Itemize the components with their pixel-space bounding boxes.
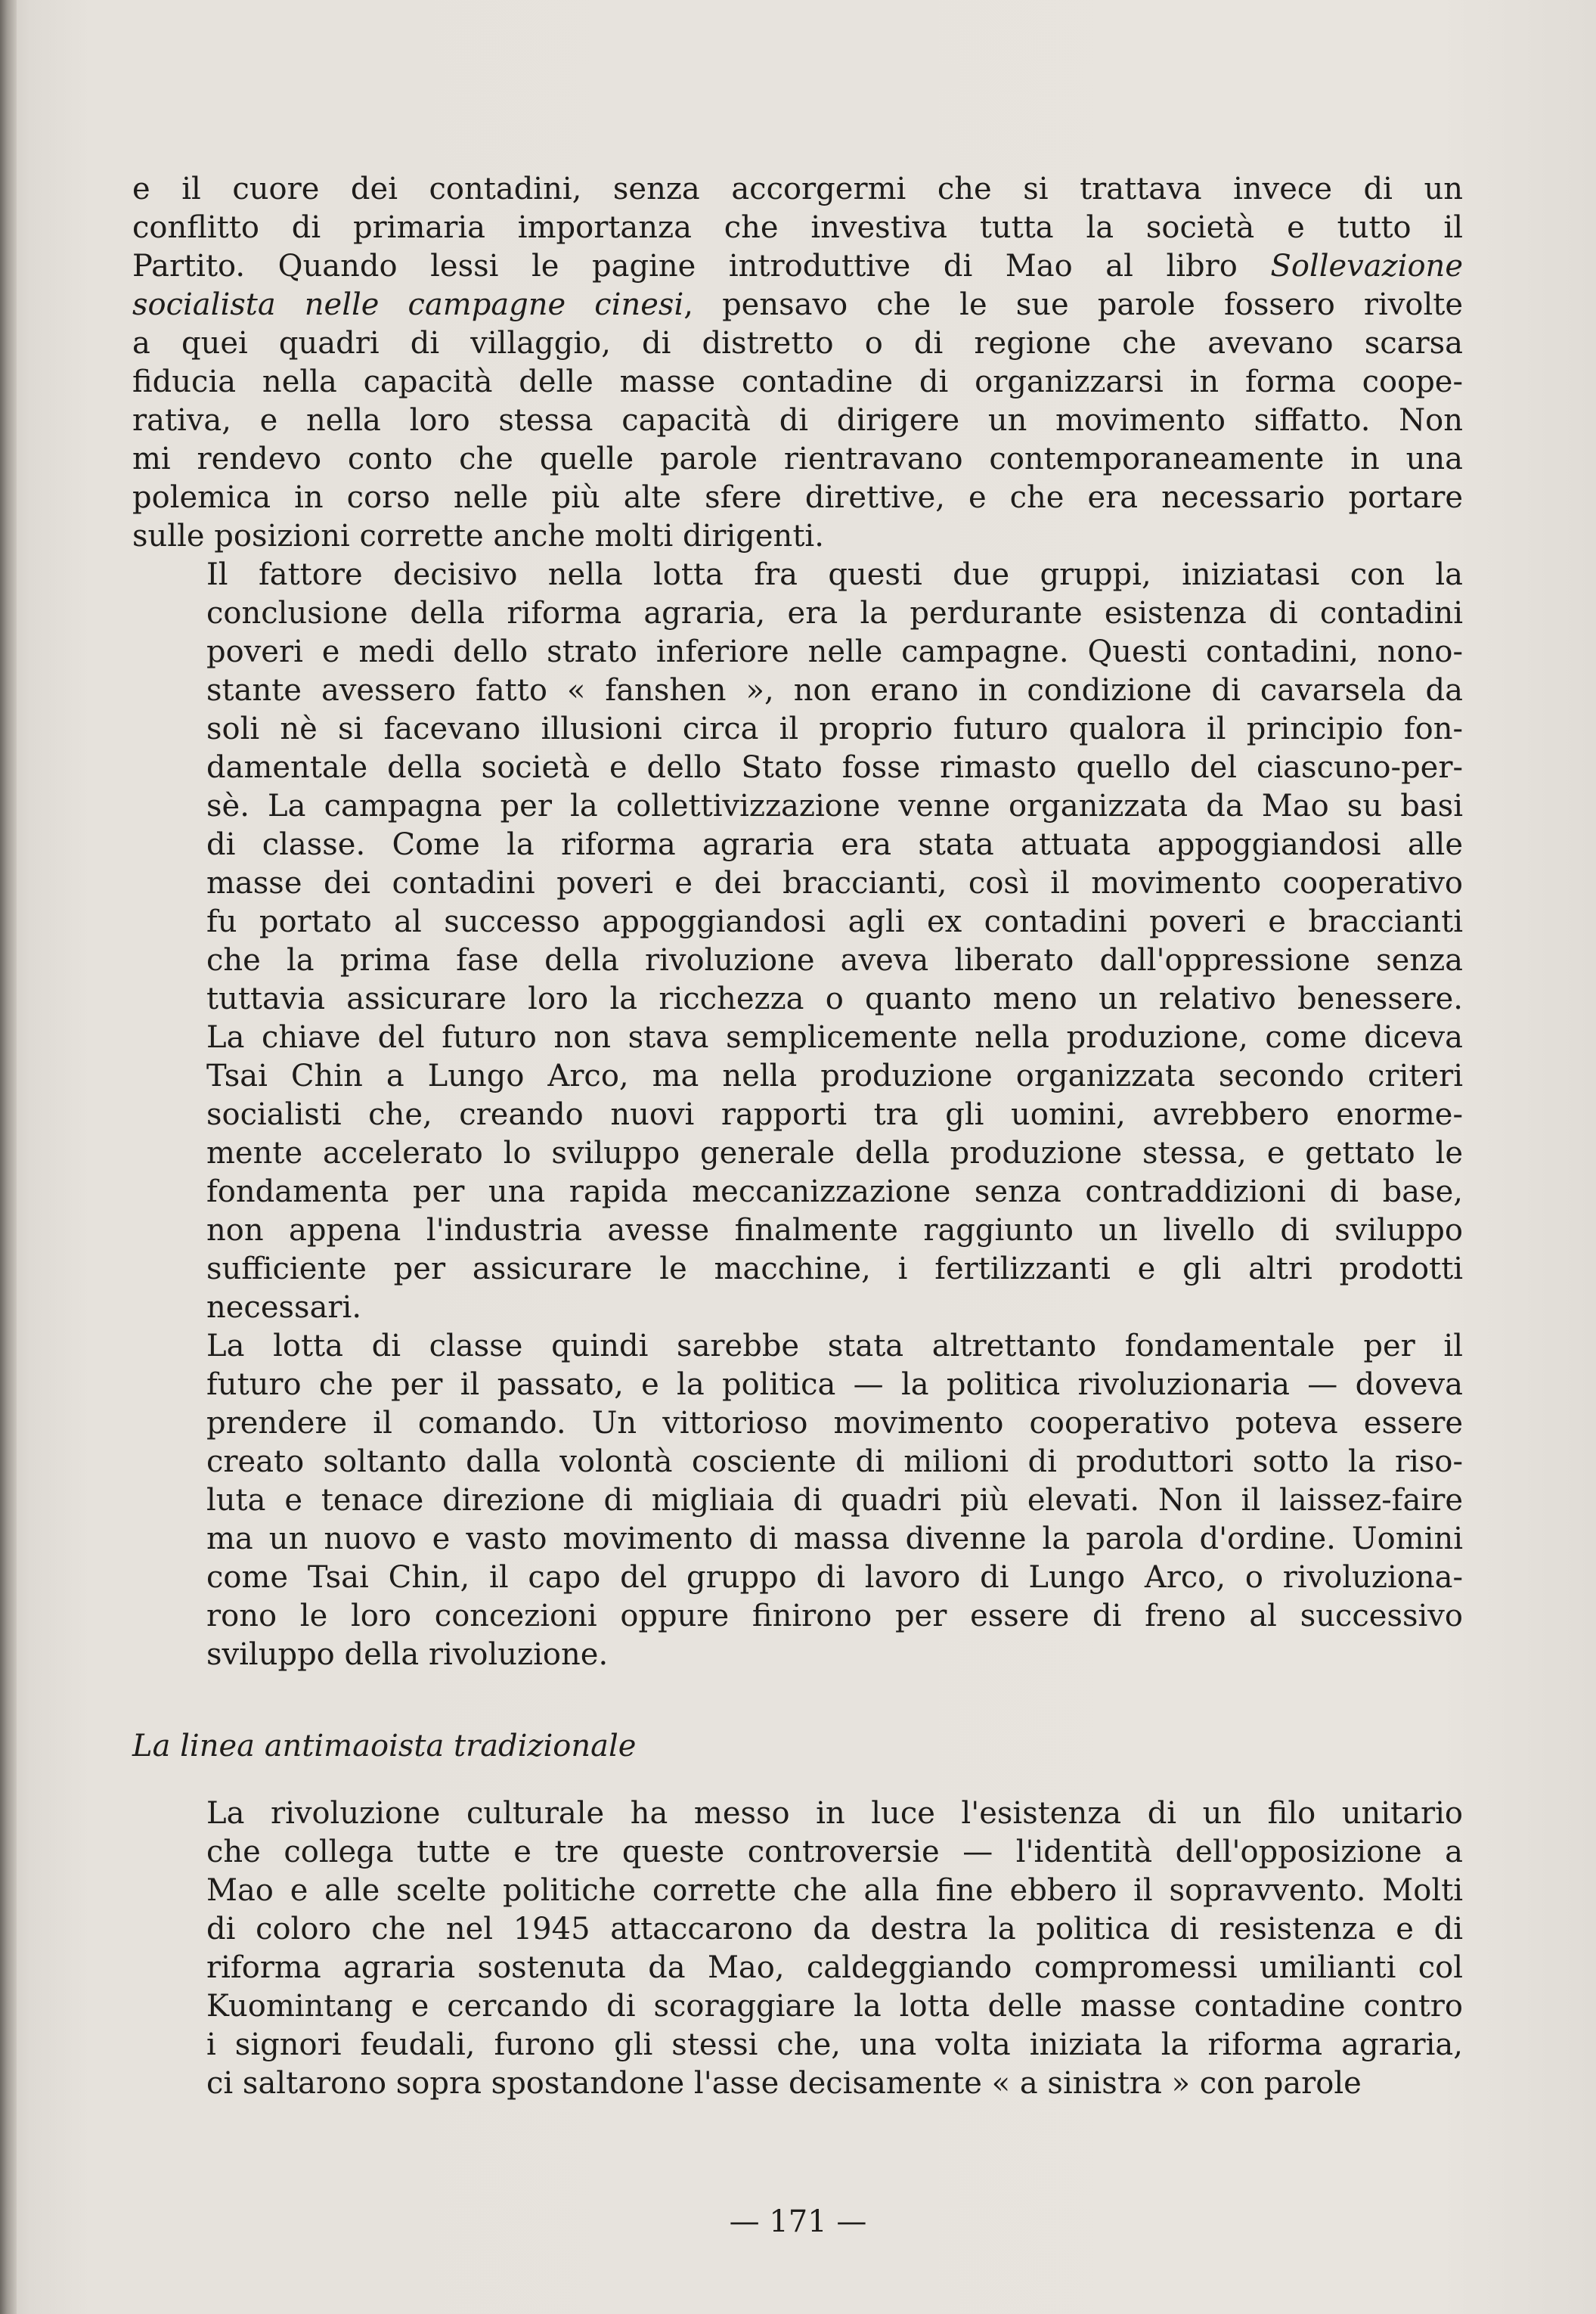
text-line: di coloro che nel 1945 attaccarono da destra la politica di resistenza e di [206, 1912, 1463, 1946]
text-line: fu portato al successo appoggiandosi agli ex contadini poveri e braccianti [206, 904, 1463, 939]
paragraph [132, 1327, 1463, 1674]
text-line: conflitto di primaria importanza che investiva tutta la società e tutto il [132, 210, 1463, 245]
text-line: Mao e alle scelte politiche corrette che alla fine ebbero il sopravvento. Molti [206, 1873, 1463, 1908]
text-line: damentale della società e dello Stato fosse rimasto quello del ciascuno-per- [206, 750, 1463, 785]
text-line: riforma agraria sostenuta da Mao, caldeggiando compromessi umilianti col [206, 1950, 1463, 1985]
text-line: socialista nelle campagne cinesi, pensavo che le sue parole fossero rivolte [132, 287, 1463, 322]
text-line: a quei quadri di villaggio, di distretto o di regione che avevano scarsa [132, 326, 1463, 361]
text-line: creato soltanto dalla volontà cosciente di milioni di produttori sotto la riso- [206, 1444, 1463, 1479]
text-line: masse dei contadini poveri e dei braccianti, così il movimento cooperativo [206, 866, 1463, 901]
text-line: e il cuore dei contadini, senza accorgermi che si trattava invece di un [132, 172, 1463, 206]
text-line: che collega tutte e tre queste controversie — l'identità dell'opposizione a [206, 1835, 1463, 1869]
text-line: necessari. [206, 1290, 362, 1325]
text-line: stante avessero fatto « fanshen », non erano in condizione di cavarsela da [206, 673, 1463, 708]
paragraph [132, 556, 1463, 1327]
text-line: rono le loro concezioni oppure finirono per essere di freno al successivo [206, 1599, 1463, 1633]
text-line: sulle posizioni corrette anche molti dirigenti. [132, 519, 824, 554]
paragraph [132, 1794, 1463, 2103]
text-line: prendere il comando. Un vittorioso movimento cooperativo poteva essere [206, 1406, 1463, 1441]
text-line: ma un nuovo e vasto movimento di massa divenne la parola d'ordine. Uomini [206, 1521, 1463, 1556]
text-line: i signori feudali, furono gli stessi che, una volta iniziata la riforma agraria, [206, 2027, 1463, 2062]
section-paragraph [132, 1794, 1463, 2103]
text-line: Partito. Quando lessi le pagine introduttive di Mao al libro Sollevazione [132, 249, 1463, 284]
body-text [132, 170, 1463, 2103]
text-line: La chiave del futuro non stava semplicemente nella produzione, come diceva [206, 1020, 1463, 1055]
text-line: luta e tenace direzione di migliaia di quadri più elevati. Non il laissez-faire [206, 1483, 1463, 1518]
text-line: La rivoluzione culturale ha messo in luce l'esistenza di un filo unitario [206, 1796, 1463, 1831]
text-line: non appena l'industria avesse finalmente raggiunto un livello di sviluppo [206, 1213, 1463, 1248]
text-line: polemica in corso nelle più alte sfere direttive, e che era necessario portare [132, 480, 1463, 515]
text-line: sè. La campagna per la collettivizzazione venne organizzata da Mao su basi [206, 789, 1463, 824]
text-line: poveri e medi dello strato inferiore nelle campagne. Questi contadini, nono- [206, 634, 1463, 669]
text-line: ci saltarono sopra spostandone l'asse decisamente « a sinistra » con parole [206, 2066, 1362, 2101]
text-line: tuttavia assicurare loro la ricchezza o quanto meno un relativo benessere. [206, 982, 1463, 1016]
text-line: mente accelerato lo sviluppo generale della produzione stessa, e gettato le [206, 1136, 1463, 1171]
text-line: che la prima fase della rivoluzione aveva liberato dall'oppressione senza [206, 943, 1463, 978]
text-line: rativa, e nella loro stessa capacità di dirigere un movimento siffatto. Non [132, 403, 1463, 438]
text-line: mi rendevo conto che quelle parole rientravano contemporaneamente in una [132, 442, 1463, 476]
text-line: come Tsai Chin, il capo del gruppo di lavoro di Lungo Arco, o rivoluziona- [206, 1560, 1463, 1595]
text-line: socialisti che, creando nuovi rapporti tra gli uomini, avrebbero enorme- [206, 1097, 1463, 1132]
page-number: — 171 — [729, 2204, 867, 2239]
text-line: Kuomintang e cercando di scoraggiare la lotta delle masse contadine contro [206, 1989, 1463, 2024]
book-spine-shadow [0, 0, 17, 2314]
text-line: soli nè si facevano illusioni circa il proprio futuro qualora il principio fon- [206, 712, 1463, 746]
text-line: La lotta di classe quindi sarebbe stata altrettanto fondamentale per il [206, 1329, 1463, 1363]
section-heading: La linea antimaoista tradizionale [132, 1729, 637, 1763]
text-line: sufficiente per assicurare le macchine, i fertilizzanti e gli altri prodotti [206, 1252, 1463, 1286]
text-line: sviluppo della rivoluzione. [206, 1637, 609, 1672]
text-line: fiducia nella capacità delle masse contadine di organizzarsi in forma coope- [132, 364, 1463, 399]
text-line: fondamenta per una rapida meccanizzazione senza contraddizioni di base, [206, 1174, 1463, 1209]
paragraph [132, 170, 1463, 556]
text-line: di classe. Come la riforma agraria era stata attuata appoggiandosi alle [206, 827, 1463, 862]
text-line: futuro che per il passato, e la politica — la politica rivoluzionaria — doveva [206, 1367, 1463, 1402]
text-line: conclusione della riforma agraria, era la perdurante esistenza di contadini [206, 596, 1463, 631]
text-line: Il fattore decisivo nella lotta fra questi due gruppi, iniziatasi con la [206, 557, 1463, 592]
text-line: Tsai Chin a Lungo Arco, ma nella produzione organizzata secondo criteri [206, 1059, 1463, 1093]
paragraphs [132, 170, 1463, 1674]
